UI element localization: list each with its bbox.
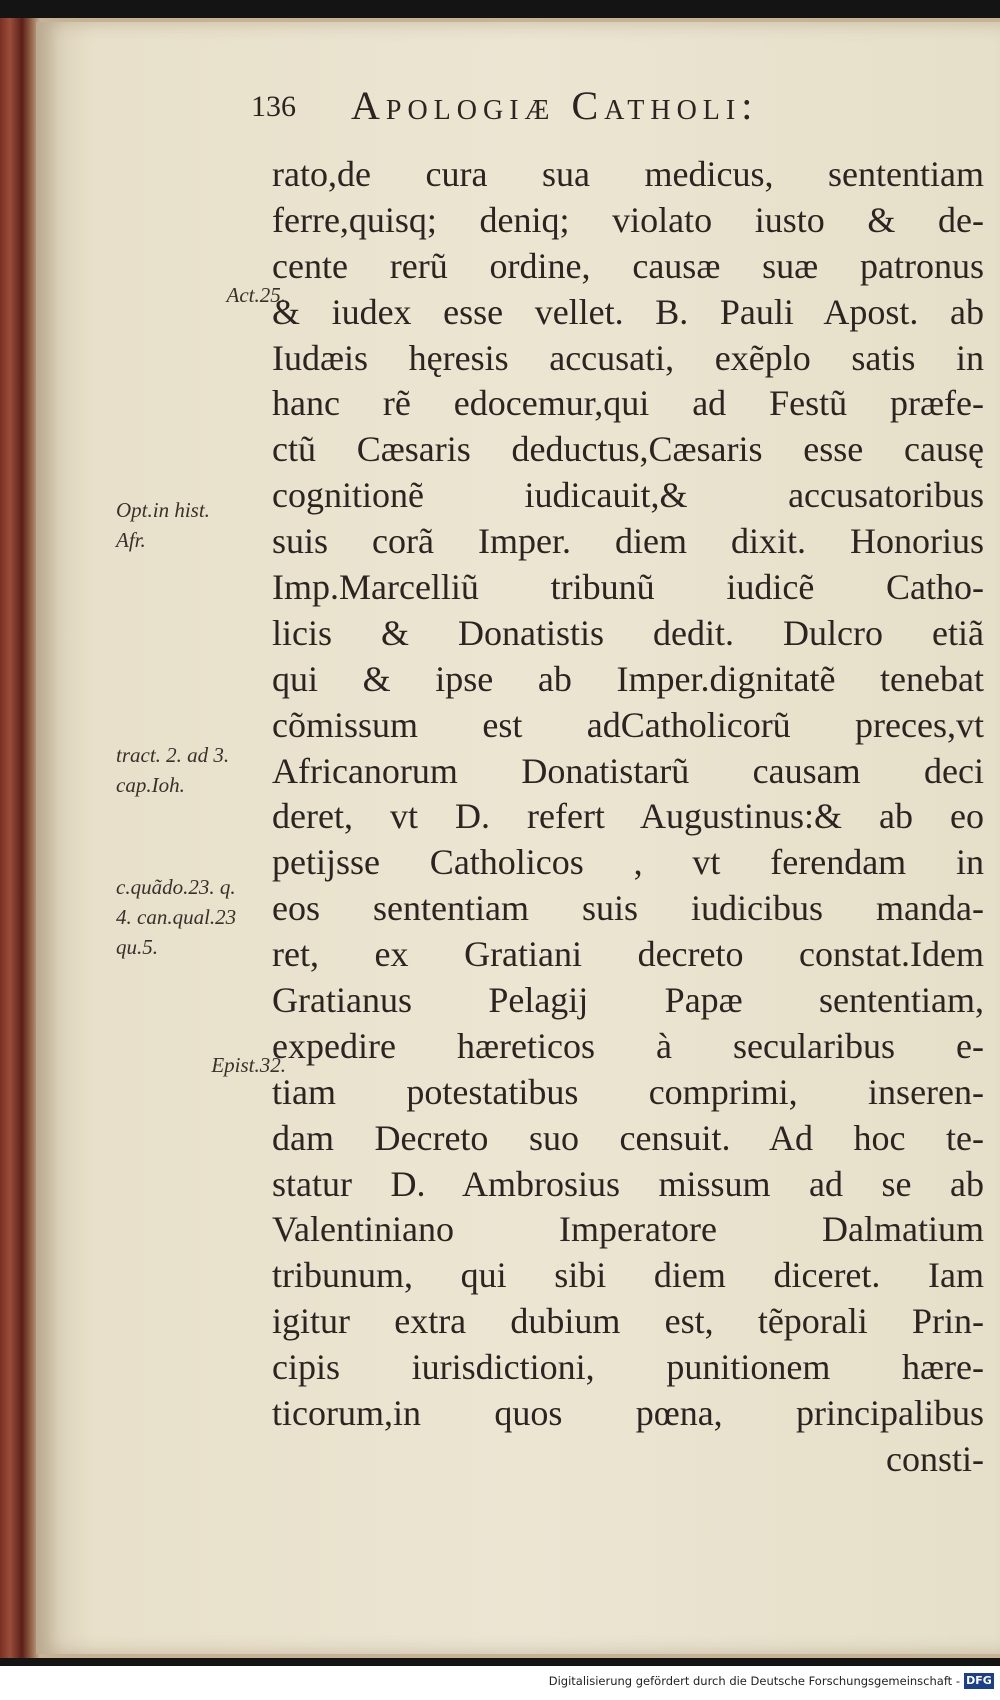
text-line: Gratianus Pelagij Papæ sententiam, bbox=[272, 980, 984, 1021]
text-line: Valentiniano Imperatore Dalmatium bbox=[272, 1209, 984, 1250]
page-number: 136 bbox=[251, 90, 296, 123]
text-line: cipis iurisdictioni, punitionem hære- bbox=[272, 1347, 984, 1388]
running-title: Apologiæ Catholi: bbox=[351, 83, 759, 128]
text-line: ticorum,in quos pœna, principalibus bbox=[272, 1393, 984, 1434]
text-line: ret, ex Gratiani decreto constat.Idem bbox=[272, 934, 984, 975]
dfg-logo: DFG bbox=[964, 1673, 994, 1689]
book-page bbox=[36, 22, 1000, 1654]
text-line: licis & Donatistis dedit. Dulcro etiã bbox=[272, 612, 984, 653]
text-line: cente rerũ ordine, causæ suæ patronus bbox=[272, 245, 984, 286]
marginal-note-optatus-1: Opt.in hist. bbox=[116, 498, 210, 522]
text-line: suis corã Imper. diem dixit. Honorius bbox=[272, 521, 984, 562]
text-line: cognitionẽ iudicauit,& accusatoribus bbox=[272, 475, 984, 516]
marginal-note-canon-1: c.quãdo.23. q. bbox=[116, 875, 236, 899]
text-line: Africanorum Donatistarũ causam deci bbox=[272, 750, 984, 791]
marginal-note-acts: Act.25. bbox=[226, 283, 286, 307]
marginal-notes bbox=[106, 152, 286, 1152]
text-line: hanc rẽ edocemur,qui ad Festũ præfe- bbox=[272, 383, 984, 424]
text-line: qui & ipse ab Imper.dignitatẽ tenebat bbox=[272, 658, 984, 699]
text-line: rato,de cura sua medicus, sententiam bbox=[272, 154, 984, 194]
main-text bbox=[272, 152, 984, 1483]
text-line: ctũ Cæsaris deductus,Cæsaris esse causę bbox=[272, 429, 984, 470]
text-line: Imp.Marcelliũ tribunũ iudicẽ Catho- bbox=[272, 567, 984, 608]
text-line: expedire hæreticos à secularibus e- bbox=[272, 1025, 984, 1066]
text-line: cõmissum est adCatholicorũ preces,vt bbox=[272, 704, 984, 745]
catchword: consti- bbox=[886, 1438, 984, 1479]
text-line: statur D. Ambrosius missum ad se ab bbox=[272, 1163, 984, 1204]
text-line: tribunum, qui sibi diem diceret. Iam bbox=[272, 1255, 984, 1296]
marginal-note-optatus-2: Afr. bbox=[116, 528, 146, 552]
page-header bbox=[251, 82, 971, 142]
marginal-note-canon-3: qu.5. bbox=[116, 935, 158, 959]
text-line: Iudæis hęresis accusati, exẽplo satis in bbox=[272, 337, 984, 378]
marginal-note-canon-2: 4. can.qual.23 bbox=[116, 905, 237, 929]
text-line: dam Decreto suo censuit. Ad hoc te- bbox=[272, 1117, 984, 1158]
marginal-note-tract-2: cap.Ioh. bbox=[116, 773, 185, 797]
text-line: & iudex esse vellet. B. Pauli Apost. ab bbox=[272, 291, 984, 332]
text-line: deret, vt D. refert Augustinus:& ab eo bbox=[272, 796, 984, 837]
text-line: tiam potestatibus comprimi, inseren- bbox=[272, 1071, 984, 1112]
text-line: ferre,quisq; deniq; violato iusto & de- bbox=[272, 199, 984, 240]
footer-credit: Digitalisierung gefördert durch die Deutsche Forschungsgemeinschaft - bbox=[548, 1674, 960, 1688]
marginal-note-epist: Epist.32. bbox=[211, 1053, 286, 1077]
footer-bar bbox=[0, 1666, 1000, 1700]
text-line: eos sententiam suis iudicibus manda- bbox=[272, 888, 984, 929]
marginal-note-tract-1: tract. 2. ad 3. bbox=[116, 743, 230, 767]
text-line: petijsse Catholicos , vt ferendam in bbox=[272, 842, 984, 883]
text-line: igitur extra dubium est, tẽporali Prin- bbox=[272, 1301, 984, 1342]
